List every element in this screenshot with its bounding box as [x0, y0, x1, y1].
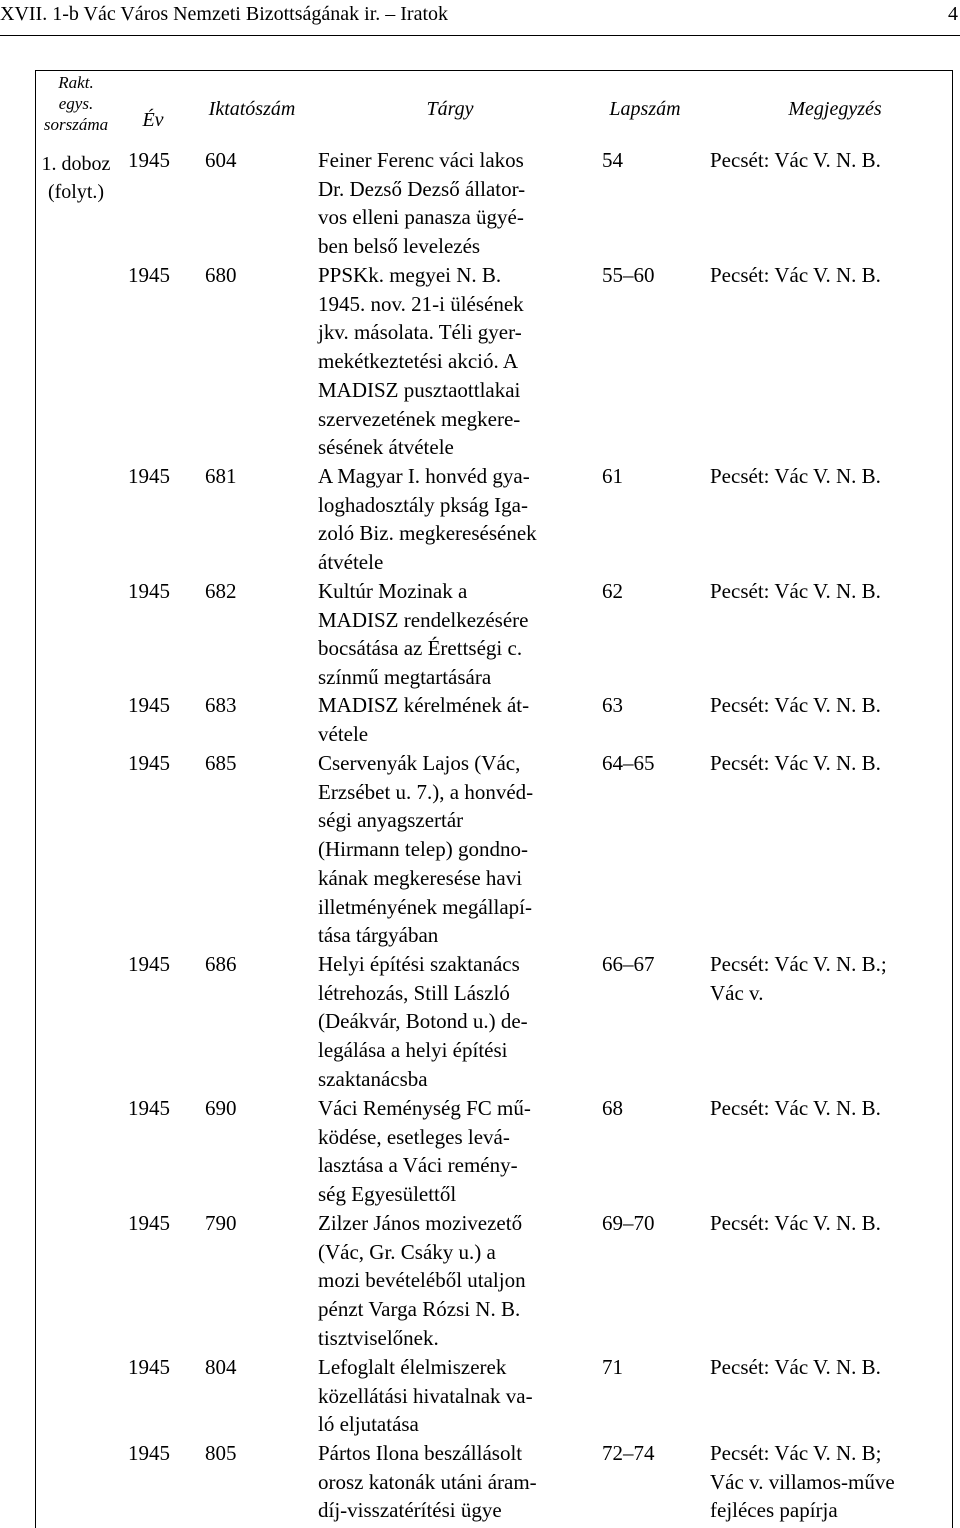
row-subject-line: Zilzer János mozivezető	[318, 1211, 523, 1235]
row-subject-line: pénzt Varga Rózsi N. B.	[318, 1297, 521, 1322]
row-year: 1945	[128, 1441, 170, 1465]
page-header	[0, 0, 960, 36]
row-subject-line: Pártos Ilona beszállásolt	[318, 1441, 523, 1465]
row-subject-line: vos elleni panasza ügyé-	[318, 205, 524, 230]
row-subject-line: díj-visszatérítési ügye	[318, 1498, 502, 1523]
row-note-line: Pecsét: Vác V. N. B;	[710, 1441, 882, 1465]
row-note-line: Pecsét: Vác V. N. B.	[710, 263, 881, 287]
row-subject-line: loghadosztály pkság Iga-	[318, 492, 528, 517]
row-year: 1945	[128, 1211, 170, 1235]
row-note-line: Pecsét: Vác V. N. B.	[710, 1211, 881, 1235]
row-note-line: Pecsét: Vác V. N. B.	[710, 693, 881, 717]
row-year: 1945	[128, 693, 170, 717]
row-subject-line: Helyi építési szaktanács	[318, 952, 520, 976]
row-subject-line: szaktanácsba	[318, 1066, 428, 1091]
row-subject-line: vétele	[318, 721, 369, 746]
row-subject-line: A Magyar I. honvéd gya-	[318, 464, 530, 488]
row-file-number: 682	[205, 579, 237, 603]
row-subject-line: (Deákvár, Botond u.) de-	[318, 1009, 528, 1034]
row-subject-line: színmű megtartására	[318, 665, 492, 690]
row-subject-line: lasztása a Váci remény-	[318, 1153, 518, 1178]
row-file-number: 790	[205, 1211, 237, 1235]
col-head-megjegyzes: Megjegyzés	[788, 98, 882, 120]
row-pages: 72–74	[602, 1441, 655, 1465]
row-year: 1945	[128, 464, 170, 488]
col-head-iktatoszam: Iktatószám	[208, 98, 296, 120]
row-subject-line: mozi bevételéből utaljon	[318, 1268, 526, 1293]
row-subject-line: MADISZ kérelmének át-	[318, 693, 530, 717]
row-note-line: Vác v.	[710, 980, 764, 1005]
row-subject-line: Dr. Dezső Dezső állator-	[318, 176, 526, 201]
box-label-line: (folyt.)	[47, 181, 105, 203]
box-label-line: 1. doboz	[41, 153, 111, 175]
col-head-lapszam: Lapszám	[609, 98, 681, 120]
row-subject-line: illetményének megállapí-	[318, 894, 532, 919]
row-subject-line: Kultúr Mozinak a	[318, 579, 468, 603]
col-head-ev: Év	[142, 109, 164, 131]
row-subject-line: (Hirmann telep) gondno-	[318, 837, 528, 862]
row-subject-line: PPSKk. megyei N. B.	[318, 263, 502, 287]
row-file-number: 690	[205, 1096, 237, 1120]
row-pages: 69–70	[602, 1211, 655, 1235]
row-year: 1945	[128, 148, 170, 172]
row-pages: 68	[602, 1096, 623, 1120]
row-pages: 71	[602, 1355, 623, 1379]
row-subject-line: MADISZ pusztaottlakai	[318, 377, 521, 402]
row-note-line: fejléces papírja	[710, 1498, 838, 1523]
row-subject-line: kának megkeresése havi	[318, 865, 523, 890]
col-head-targy: Tárgy	[426, 98, 474, 120]
row-file-number: 685	[205, 751, 237, 775]
row-year: 1945	[128, 579, 170, 603]
row-note-line: Pecsét: Vác V. N. B.	[710, 1355, 881, 1379]
row-subject-line: Feiner Ferenc váci lakos	[318, 148, 524, 172]
row-subject-line: (Vác, Gr. Csáky u.) a	[318, 1239, 496, 1264]
row-subject-line: sésének átvétele	[318, 435, 454, 460]
row-year: 1945	[128, 1096, 170, 1120]
row-pages: 63	[602, 693, 623, 717]
row-subject-line: zoló Biz. megkeresésének	[318, 521, 537, 546]
row-year: 1945	[128, 1355, 170, 1379]
row-subject-line: közellátási hivatalnak va-	[318, 1383, 533, 1408]
row-note-line: Pecsét: Vác V. N. B.;	[710, 952, 887, 976]
row-subject-line: létrehozás, Still László	[318, 980, 510, 1005]
box-label	[40, 150, 112, 206]
row-note-line: Vác v. villamos-műve	[710, 1469, 895, 1494]
row-pages: 66–67	[602, 952, 655, 976]
row-subject-line: szervezetének megkere-	[318, 406, 521, 431]
row-subject-line: Lefoglalt élelmiszerek	[318, 1355, 507, 1379]
row-file-number: 686	[205, 952, 237, 976]
row-subject-line: ség Egyesülettől	[318, 1182, 457, 1207]
row-note-line: Pecsét: Vác V. N. B.	[710, 148, 881, 172]
row-subject-line: ködése, esetleges levá-	[318, 1124, 510, 1149]
row-subject-line: legálása a helyi építési	[318, 1038, 508, 1063]
row-file-number: 681	[205, 464, 237, 488]
row-pages: 64–65	[602, 751, 655, 775]
row-pages: 54	[602, 148, 623, 172]
document-title: XVII. 1-b Vác Város Nemzeti Bizottságának ir. – Iratok	[0, 3, 449, 25]
col-head-rakt-line: Rakt.	[58, 73, 94, 92]
row-subject-line: ló eljutatása	[318, 1412, 419, 1437]
row-note-line: Pecsét: Vác V. N. B.	[710, 1096, 881, 1120]
row-subject-line: MADISZ rendelkezésére	[318, 607, 529, 632]
row-pages: 61	[602, 464, 623, 488]
col-head-rakt-line: sorszáma	[43, 115, 109, 134]
row-year: 1945	[128, 751, 170, 775]
row-subject-line: Cservenyák Lajos (Vác,	[318, 751, 521, 775]
row-file-number: 804	[205, 1355, 237, 1379]
row-subject-line: bocsátása az Érettségi c.	[318, 636, 523, 661]
row-subject-line: 1945. nov. 21-i ülésének	[318, 291, 524, 316]
col-head-rakt-line: egys.	[58, 94, 94, 113]
row-note-line: Pecsét: Vác V. N. B.	[710, 464, 881, 488]
row-subject-line: átvétele	[318, 550, 384, 575]
row-subject-line: tása tárgyában	[318, 923, 439, 948]
row-file-number: 604	[205, 148, 237, 172]
row-subject-line: tisztviselőnek.	[318, 1325, 439, 1350]
row-subject-line: Váci Reménység FC mű-	[318, 1096, 531, 1120]
page-number: 4	[948, 3, 958, 25]
row-pages: 55–60	[602, 263, 655, 287]
row-year: 1945	[128, 263, 170, 287]
row-note-line: Pecsét: Vác V. N. B.	[710, 579, 881, 603]
col-head-rakt	[42, 72, 110, 135]
row-subject-line: jkv. másolata. Téli gyer-	[318, 320, 522, 345]
row-file-number: 683	[205, 693, 237, 717]
row-pages: 62	[602, 579, 623, 603]
row-year: 1945	[128, 952, 170, 976]
row-note-line: Pecsét: Vác V. N. B.	[710, 751, 881, 775]
row-subject-line: ben belső levelezés	[318, 234, 481, 259]
row-subject-line: Erzsébet u. 7.), a honvéd-	[318, 779, 534, 804]
row-subject-line: mekétkeztetési akció. A	[318, 349, 519, 374]
row-subject-line: ségi anyagszertár	[318, 808, 464, 833]
row-file-number: 805	[205, 1441, 237, 1465]
header-rule	[0, 35, 960, 36]
row-subject-line: orosz katonák utáni áram-	[318, 1469, 537, 1494]
row-file-number: 680	[205, 263, 237, 287]
